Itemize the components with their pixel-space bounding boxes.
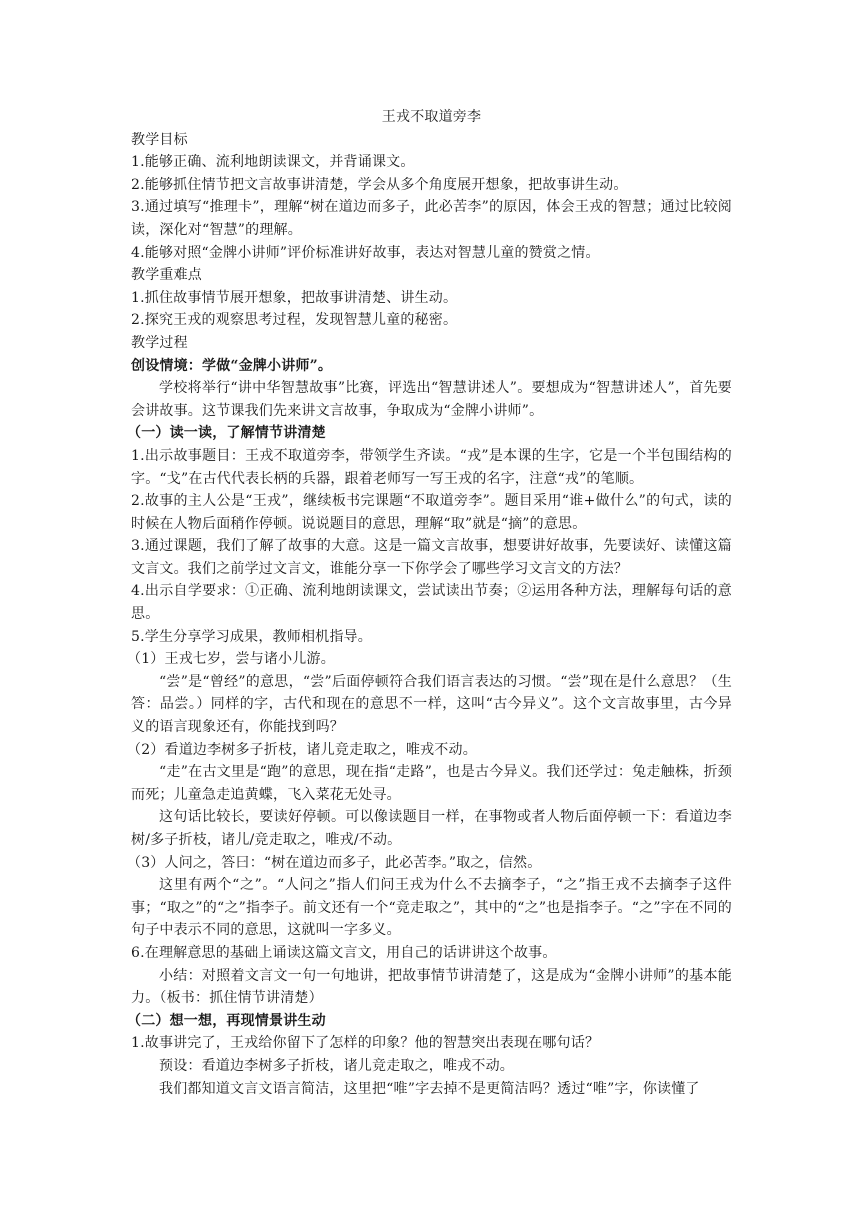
document-body [127,106,732,1100]
paragraph: 2.能够抓住情节把文言故事讲清楚，学会从多个角度展开想象，把故事讲生动。 [131,176,628,193]
paragraph: （3）人问之，答曰：“树在道边而多子，此必苦李。”取之，信然。 [127,854,542,871]
paragraph: 教学目标 [131,131,188,148]
paragraph: 教学过程 [131,334,188,351]
paragraph: “尝”是“曾经”的意思，“尝”后面停顿符合我们语言表达的习惯。“尝”现在是什么意思？（生答：品尝。）同样的字，古代和现在的意思不一样，这叫“古今异义”。这个文言故事里，古今异义的语言现象还有，你能找到吗？ [131,673,732,736]
paragraph: 5.学生分享学习成果，教师相机指导。 [131,628,372,645]
paragraph: 这句话比较长，要读好停顿。可以像读题目一样，在事物或者人物后面停顿一下：看道边李树/多子折枝，诸儿/竞走取之，唯戎/不动。 [131,809,732,848]
paragraph: 2.探究王戎的观察思考过程，发现智慧儿童的秘密。 [131,312,458,329]
paragraph: 1.出示故事题目：王戎不取道旁李，带领学生齐读。“戎”是本课的生字，它是一个半包围结构的字。“戈”在古代代表长柄的兵器，跟着老师写一写王戎的名字，注意“戎”的笔顺。 [131,447,732,487]
paragraph: “走”在古文里是“跑”的意思，现在指“走路”，也是古今异义。我们还学过：兔走触株，折颈而死；儿童急走追黄蝶，飞入菜花无处寻。 [131,764,732,803]
paragraph: 1.能够正确、流利地朗读课文，并背诵课文。 [131,154,415,171]
paragraph: （二）想一想，再现情景讲生动 [127,1012,326,1029]
paragraph: 6.在理解意思的基础上诵读这篇文言文，用自己的话讲讲这个故事。 [131,944,557,961]
paragraph: 教学重难点 [131,267,202,284]
paragraph: 3.通过填写“推理卡”，理解“树在道边而多子，此必苦李”的原因，体会王戎的智慧；通过比较阅读，深化对“智慧”的理解。 [131,199,732,238]
paragraph: 4.出示自学要求：①正确、流利地朗读课文，尝试读出节奏；②运用各种方法，理解每句话的意思。 [131,583,732,623]
paragraph: 1.抓住故事情节展开想象，把故事讲清楚、讲生动。 [131,289,458,306]
document-title: 王戎不取道旁李 [381,109,482,125]
paragraph: 这里有两个“之”。“人问之”指人们问王戎为什么不去摘李子，“之”指王戎不去摘李子这件事；“取之”的“之”指李子。前文还有一个“竞走取之”，其中的“之”也是指李子。“之”字在不同的句子中表示不同的意思，这就叫一字多义。 [131,877,732,939]
paragraph-list [127,129,732,1101]
paragraph: 创设情境：学做“金牌小讲师”。 [131,357,333,374]
paragraph: 3.通过课题，我们了解了故事的大意。这是一篇文言故事，想要讲好故事，先要读好、读懂这篇文言文。我们之前学过文言文，谁能分享一下你学会了哪些学习文言文的方法？ [131,538,732,577]
paragraph: 学校将举行“讲中华智慧故事”比赛，评选出“智慧讲述人”。要想成为“智慧讲述人”，首先要会讲故事。这节课我们先来讲文言故事，争取成为“金牌小讲师”。 [131,380,732,419]
paragraph: 我们都知道文言文语言简洁，这里把“唯”字去掉不是更简洁吗？透过“唯”字，你读懂了 [159,1080,700,1097]
paragraph: 预设：看道边李树多子折枝，诸儿竞走取之，唯戎不动。 [159,1057,514,1074]
paragraph: （一）读一读，了解情节讲清楚 [127,425,326,442]
paragraph: 小结：对照着文言文一句一句地讲，把故事情节讲清楚了，这是成为“金牌小讲师”的基本能力。（板书：抓住情节讲清楚） [131,967,732,1007]
paragraph: 1.故事讲完了，王戎给你留下了怎样的印象？他的智慧突出表现在哪句话？ [131,1035,600,1052]
paragraph: （2）看道边李树多子折枝，诸儿竞走取之，唯戎不动。 [127,741,477,758]
paragraph: 4.能够对照“金牌小讲师”评价标准讲好故事，表达对智慧儿童的赞赏之情。 [131,244,600,261]
paragraph: （1）王戎七岁，尝与诸小儿游。 [127,651,335,668]
paragraph: 2.故事的主人公是“王戎”，继续板书完课题“不取道旁李”。题目采用“谁+做什么”的句式，读的时候在人物后面稍作停顿。说说题目的意思，理解“取”就是“摘”的意思。 [131,493,732,532]
